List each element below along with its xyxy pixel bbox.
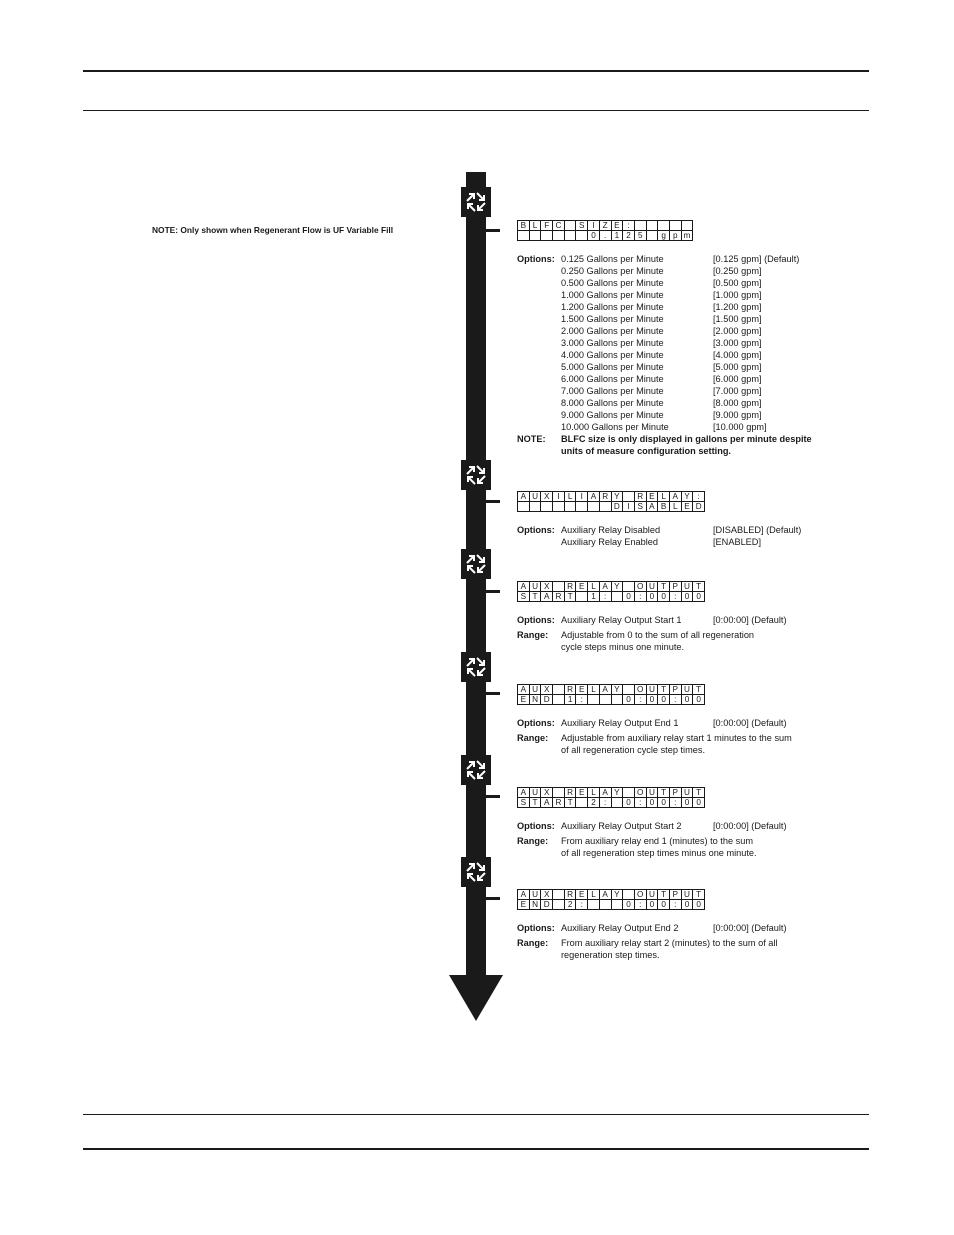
- lcd-cell: [576, 592, 588, 602]
- option-value: [0:00:00] (Default): [713, 821, 787, 831]
- lcd-cell: P: [669, 788, 681, 798]
- lcd-cell: U: [681, 685, 693, 695]
- lcd-cell: Y: [611, 492, 623, 502]
- lcd-cell: [564, 221, 576, 231]
- lcd-cell: A: [599, 890, 611, 900]
- options-label: Options:: [517, 254, 555, 264]
- lcd-cell: A: [518, 492, 530, 502]
- lcd-cell: p: [669, 231, 681, 241]
- lcd-row-2: [518, 592, 705, 602]
- lcd-cell: E: [518, 695, 530, 705]
- lcd-row-1: [518, 890, 705, 900]
- option-desc: 0.500 Gallons per Minute: [561, 278, 664, 288]
- option-value: [10.000 gpm]: [713, 422, 767, 432]
- option-value: [ENABLED]: [713, 537, 761, 547]
- lcd-cell: L: [588, 582, 600, 592]
- lcd-cell: 0: [681, 592, 693, 602]
- lcd-cell: S: [576, 221, 588, 231]
- lcd-cell: :: [669, 798, 681, 808]
- lcd-cell: 0: [658, 695, 670, 705]
- range-label: Range:: [517, 836, 549, 846]
- lcd-cell: U: [646, 890, 658, 900]
- option-value: [0.125 gpm] (Default): [713, 254, 800, 264]
- lcd-cell: [541, 502, 553, 512]
- lcd-cell: X: [541, 685, 553, 695]
- lcd-cell: U: [529, 492, 541, 502]
- option-value: [1.500 gpm]: [713, 314, 762, 324]
- lcd-row-2: [518, 231, 693, 241]
- lcd-cell: 0: [646, 798, 658, 808]
- lcd-row-2: [518, 900, 705, 910]
- option-desc: 7.000 Gallons per Minute: [561, 386, 664, 396]
- lcd-cell: T: [658, 582, 670, 592]
- lcd-cell: 0: [693, 900, 705, 910]
- option-value: [5.000 gpm]: [713, 362, 762, 372]
- lcd-cell: B: [518, 221, 530, 231]
- lcd-cell: L: [588, 788, 600, 798]
- option-value: [9.000 gpm]: [713, 410, 762, 420]
- options-label: Options:: [517, 615, 555, 625]
- lcd-cell: 0: [646, 695, 658, 705]
- lcd-cell: T: [658, 788, 670, 798]
- lcd-cell: :: [634, 695, 646, 705]
- lcd-cell: Z: [599, 221, 611, 231]
- lcd-cell: O: [634, 788, 646, 798]
- lcd-cell: R: [599, 492, 611, 502]
- lcd-display-blfc-size: [517, 220, 693, 241]
- lcd-cell: 2: [564, 900, 576, 910]
- lcd-row-1: [518, 492, 705, 502]
- lcd-cell: T: [693, 685, 705, 695]
- lcd-cell: R: [564, 685, 576, 695]
- header-rule-top: [83, 70, 869, 72]
- lcd-cell: B: [658, 502, 670, 512]
- lcd-cell: A: [518, 890, 530, 900]
- lcd-cell: [646, 221, 658, 231]
- lcd-cell: I: [553, 492, 565, 502]
- lcd-cell: P: [669, 685, 681, 695]
- header-rule-bottom: [83, 110, 869, 111]
- lcd-cell: 0: [693, 798, 705, 808]
- lcd-cell: [553, 890, 565, 900]
- next-button-1[interactable]: [461, 187, 491, 217]
- lcd-row-1: [518, 685, 705, 695]
- lcd-cell: U: [681, 890, 693, 900]
- lcd-cell: S: [518, 592, 530, 602]
- lcd-cell: [623, 890, 635, 900]
- lcd-cell: U: [646, 685, 658, 695]
- lcd-cell: 0: [623, 695, 635, 705]
- lcd-cell: A: [588, 492, 600, 502]
- lcd-cell: :: [669, 695, 681, 705]
- option-desc: 5.000 Gallons per Minute: [561, 362, 664, 372]
- lcd-cell: U: [646, 582, 658, 592]
- lcd-cell: [599, 502, 611, 512]
- lcd-cell: [553, 231, 565, 241]
- lcd-cell: [599, 900, 611, 910]
- lcd-cell: R: [564, 890, 576, 900]
- lcd-cell: A: [599, 582, 611, 592]
- lcd-cell: [564, 502, 576, 512]
- lcd-cell: P: [669, 890, 681, 900]
- lcd-cell: E: [518, 900, 530, 910]
- lcd-cell: P: [669, 582, 681, 592]
- lcd-cell: T: [564, 592, 576, 602]
- lcd-cell: .: [599, 231, 611, 241]
- lcd-cell: m: [681, 231, 693, 241]
- option-desc: Auxiliary Relay Enabled: [561, 537, 659, 547]
- lcd-display-aux-relay-start-2: [517, 787, 705, 808]
- option-value: [1.000 gpm]: [713, 290, 762, 300]
- range-line-1: From auxiliary relay start 2 (minutes) to the sum of all: [561, 938, 778, 948]
- lcd-cell: [646, 231, 658, 241]
- lcd-cell: 0: [646, 592, 658, 602]
- lcd-cell: T: [529, 592, 541, 602]
- lcd-cell: D: [541, 695, 553, 705]
- option-value: [0.500 gpm]: [713, 278, 762, 288]
- lcd-cell: :: [599, 592, 611, 602]
- option-value: [0:00:00] (Default): [713, 718, 787, 728]
- lcd-cell: I: [576, 492, 588, 502]
- footer-rule-top: [83, 1114, 869, 1115]
- range-line-2: of all regeneration cycle step times.: [561, 745, 706, 755]
- lcd-cell: [623, 492, 635, 502]
- lcd-cell: [611, 900, 623, 910]
- next-arrows-icon: [461, 187, 491, 217]
- lcd-cell: U: [681, 582, 693, 592]
- lcd-cell: [576, 502, 588, 512]
- connector-tick: [486, 897, 500, 900]
- side-note: NOTE: Only shown when Regenerant Flow is UF Variable Fill: [152, 225, 394, 235]
- lcd-cell: A: [646, 502, 658, 512]
- lcd-cell: E: [681, 502, 693, 512]
- lcd-cell: [611, 592, 623, 602]
- lcd-cell: A: [518, 582, 530, 592]
- option-value: [DISABLED] (Default): [713, 525, 802, 535]
- lcd-cell: R: [634, 492, 646, 502]
- lcd-cell: A: [518, 788, 530, 798]
- lcd-cell: 0: [658, 798, 670, 808]
- lcd-cell: [588, 900, 600, 910]
- lcd-cell: 0: [681, 900, 693, 910]
- lcd-cell: T: [693, 788, 705, 798]
- lcd-cell: X: [541, 492, 553, 502]
- lcd-cell: U: [529, 685, 541, 695]
- option-desc: 6.000 Gallons per Minute: [561, 374, 664, 384]
- lcd-cell: [576, 798, 588, 808]
- lcd-cell: 0: [658, 900, 670, 910]
- option-desc: 2.000 Gallons per Minute: [561, 326, 664, 336]
- lcd-cell: 2: [588, 798, 600, 808]
- lcd-cell: 0: [681, 695, 693, 705]
- lcd-cell: U: [529, 890, 541, 900]
- next-button-5[interactable]: [461, 755, 491, 785]
- lcd-cell: T: [564, 798, 576, 808]
- lcd-cell: T: [693, 890, 705, 900]
- lcd-cell: A: [541, 798, 553, 808]
- lcd-cell: [588, 695, 600, 705]
- option-desc: 9.000 Gallons per Minute: [561, 410, 664, 420]
- option-desc: 1.200 Gallons per Minute: [561, 302, 664, 312]
- lcd-cell: I: [588, 221, 600, 231]
- lcd-cell: :: [669, 592, 681, 602]
- note-text-line-1: BLFC size is only displayed in gallons per minute despite: [561, 434, 812, 444]
- lcd-cell: [658, 221, 670, 231]
- lcd-cell: :: [693, 492, 705, 502]
- lcd-cell: 1: [611, 231, 623, 241]
- lcd-row-1: [518, 221, 693, 231]
- lcd-cell: Y: [611, 788, 623, 798]
- lcd-cell: [669, 221, 681, 231]
- lcd-cell: 1: [564, 695, 576, 705]
- lcd-cell: :: [634, 798, 646, 808]
- options-label: Options:: [517, 923, 555, 933]
- options-label: Options:: [517, 525, 555, 535]
- lcd-display-aux-relay-end-2: [517, 889, 705, 910]
- range-line-1: Adjustable from 0 to the sum of all regeneration: [561, 630, 755, 640]
- lcd-cell: 0: [623, 900, 635, 910]
- connector-tick: [486, 692, 500, 695]
- lcd-cell: [564, 231, 576, 241]
- lcd-cell: E: [646, 492, 658, 502]
- lcd-cell: 5: [634, 231, 646, 241]
- range-line-1: Adjustable from auxiliary relay start 1 minutes to the sum: [561, 733, 792, 743]
- option-value: [0:00:00] (Default): [713, 615, 787, 625]
- lcd-cell: [553, 502, 565, 512]
- lcd-cell: [518, 231, 530, 241]
- lcd-cell: [623, 685, 635, 695]
- connector-tick: [486, 500, 500, 503]
- lcd-cell: 1: [588, 592, 600, 602]
- lcd-cell: [541, 231, 553, 241]
- lcd-cell: T: [658, 890, 670, 900]
- lcd-cell: N: [529, 695, 541, 705]
- lcd-cell: R: [564, 788, 576, 798]
- option-desc: 1.500 Gallons per Minute: [561, 314, 664, 324]
- footer-rule-bottom: [83, 1148, 869, 1150]
- note-text-line-2: units of measure configuration setting.: [561, 446, 731, 456]
- lcd-cell: D: [611, 502, 623, 512]
- range-line-2: cycle steps minus one minute.: [561, 642, 685, 652]
- lcd-cell: E: [576, 685, 588, 695]
- lcd-cell: O: [634, 890, 646, 900]
- lcd-cell: L: [588, 890, 600, 900]
- lcd-cell: D: [541, 900, 553, 910]
- lcd-cell: [588, 502, 600, 512]
- lcd-cell: I: [623, 502, 635, 512]
- lcd-cell: T: [658, 685, 670, 695]
- connector-tick: [486, 795, 500, 798]
- option-value: [7.000 gpm]: [713, 386, 762, 396]
- lcd-display-auxiliary-relay: [517, 491, 705, 512]
- option-desc: Auxiliary Relay Disabled: [561, 525, 661, 535]
- option-desc: 0.250 Gallons per Minute: [561, 266, 664, 276]
- option-desc: 1.000 Gallons per Minute: [561, 290, 664, 300]
- lcd-cell: X: [541, 788, 553, 798]
- lcd-cell: U: [529, 788, 541, 798]
- lcd-cell: T: [693, 582, 705, 592]
- lcd-row-1: [518, 582, 705, 592]
- lcd-cell: S: [634, 502, 646, 512]
- next-button-6[interactable]: [461, 857, 491, 887]
- option-value: [0:00:00] (Default): [713, 923, 787, 933]
- lcd-cell: :: [599, 798, 611, 808]
- lcd-display-aux-relay-start-1: [517, 581, 705, 602]
- lcd-cell: [634, 221, 646, 231]
- option-value: [6.000 gpm]: [713, 374, 762, 384]
- arrow-head-icon: [449, 975, 503, 1023]
- lcd-cell: [599, 695, 611, 705]
- lcd-cell: [553, 695, 565, 705]
- lcd-row-2: [518, 798, 705, 808]
- option-value: [1.200 gpm]: [713, 302, 762, 312]
- next-arrows-icon: [461, 549, 491, 579]
- lcd-cell: 0: [623, 592, 635, 602]
- lcd-cell: U: [681, 788, 693, 798]
- lcd-row-1: [518, 788, 705, 798]
- lcd-cell: [529, 231, 541, 241]
- lcd-cell: g: [658, 231, 670, 241]
- option-value: [4.000 gpm]: [713, 350, 762, 360]
- lcd-cell: L: [588, 685, 600, 695]
- lcd-cell: R: [564, 582, 576, 592]
- option-value: [8.000 gpm]: [713, 398, 762, 408]
- option-desc: 4.000 Gallons per Minute: [561, 350, 664, 360]
- next-button-2[interactable]: [461, 460, 491, 490]
- lcd-cell: O: [634, 582, 646, 592]
- lcd-cell: Y: [611, 685, 623, 695]
- lcd-cell: A: [541, 592, 553, 602]
- option-desc: Auxiliary Relay Output Start 2: [561, 821, 682, 831]
- lcd-cell: U: [646, 788, 658, 798]
- lcd-cell: 0: [693, 592, 705, 602]
- option-desc: 10.000 Gallons per Minute: [561, 422, 669, 432]
- lcd-cell: [611, 798, 623, 808]
- lcd-cell: C: [553, 221, 565, 231]
- lcd-cell: [553, 788, 565, 798]
- lcd-cell: 0: [693, 695, 705, 705]
- lcd-cell: 0: [658, 592, 670, 602]
- next-arrows-icon: [461, 460, 491, 490]
- lcd-cell: A: [669, 492, 681, 502]
- lcd-cell: 2: [623, 231, 635, 241]
- lcd-cell: [553, 685, 565, 695]
- connector-tick: [486, 229, 500, 232]
- lcd-cell: E: [611, 221, 623, 231]
- lcd-cell: X: [541, 890, 553, 900]
- lcd-cell: 0: [646, 900, 658, 910]
- lcd-cell: R: [553, 798, 565, 808]
- lcd-cell: A: [599, 788, 611, 798]
- lcd-cell: :: [634, 900, 646, 910]
- lcd-cell: L: [529, 221, 541, 231]
- option-desc: 8.000 Gallons per Minute: [561, 398, 664, 408]
- lcd-cell: E: [576, 890, 588, 900]
- lcd-cell: [623, 582, 635, 592]
- lcd-row-2: [518, 502, 705, 512]
- lcd-cell: :: [669, 900, 681, 910]
- lcd-cell: Y: [611, 582, 623, 592]
- lcd-cell: 0: [681, 798, 693, 808]
- lcd-display-aux-relay-end-1: [517, 684, 705, 705]
- next-arrows-icon: [461, 652, 491, 682]
- range-line-2: regeneration step times.: [561, 950, 660, 960]
- lcd-cell: [576, 231, 588, 241]
- option-desc: Auxiliary Relay Output End 2: [561, 923, 679, 933]
- options-label: Options:: [517, 821, 555, 831]
- lcd-cell: :: [576, 900, 588, 910]
- lcd-cell: A: [599, 685, 611, 695]
- option-desc: Auxiliary Relay Output End 1: [561, 718, 679, 728]
- lcd-cell: R: [553, 592, 565, 602]
- lcd-cell: :: [623, 221, 635, 231]
- lcd-cell: [681, 221, 693, 231]
- lcd-cell: T: [529, 798, 541, 808]
- option-desc: Auxiliary Relay Output Start 1: [561, 615, 682, 625]
- lcd-cell: 0: [623, 798, 635, 808]
- option-desc: 0.125 Gallons per Minute: [561, 254, 664, 264]
- lcd-cell: L: [669, 502, 681, 512]
- lcd-cell: :: [576, 695, 588, 705]
- lcd-cell: [611, 695, 623, 705]
- lcd-cell: U: [529, 582, 541, 592]
- next-arrows-icon: [461, 755, 491, 785]
- next-button-4[interactable]: [461, 652, 491, 682]
- option-value: [3.000 gpm]: [713, 338, 762, 348]
- lcd-cell: F: [541, 221, 553, 231]
- lcd-cell: Y: [611, 890, 623, 900]
- lcd-cell: [553, 900, 565, 910]
- lcd-cell: A: [518, 685, 530, 695]
- lcd-cell: N: [529, 900, 541, 910]
- lcd-cell: E: [576, 788, 588, 798]
- next-arrows-icon: [461, 857, 491, 887]
- option-value: [0.250 gpm]: [713, 266, 762, 276]
- option-desc: 3.000 Gallons per Minute: [561, 338, 664, 348]
- range-label: Range:: [517, 630, 549, 640]
- lcd-cell: [623, 788, 635, 798]
- range-label: Range:: [517, 733, 549, 743]
- lcd-cell: [518, 502, 530, 512]
- lcd-cell: :: [634, 592, 646, 602]
- lcd-row-2: [518, 695, 705, 705]
- lcd-cell: 0: [588, 231, 600, 241]
- lcd-cell: O: [634, 685, 646, 695]
- connector-tick: [486, 590, 500, 593]
- lcd-cell: [553, 582, 565, 592]
- options-label: Options:: [517, 718, 555, 728]
- next-button-3[interactable]: [461, 549, 491, 579]
- note-label: NOTE:: [517, 434, 546, 444]
- lcd-cell: [529, 502, 541, 512]
- range-line-1: From auxiliary relay end 1 (minutes) to the sum: [561, 836, 753, 846]
- range-line-2: of all regeneration step times minus one minute.: [561, 848, 757, 858]
- lcd-cell: S: [518, 798, 530, 808]
- lcd-cell: Y: [681, 492, 693, 502]
- lcd-cell: E: [576, 582, 588, 592]
- lcd-cell: L: [658, 492, 670, 502]
- lcd-cell: D: [693, 502, 705, 512]
- lcd-cell: L: [564, 492, 576, 502]
- option-value: [2.000 gpm]: [713, 326, 762, 336]
- lcd-cell: X: [541, 582, 553, 592]
- range-label: Range:: [517, 938, 549, 948]
